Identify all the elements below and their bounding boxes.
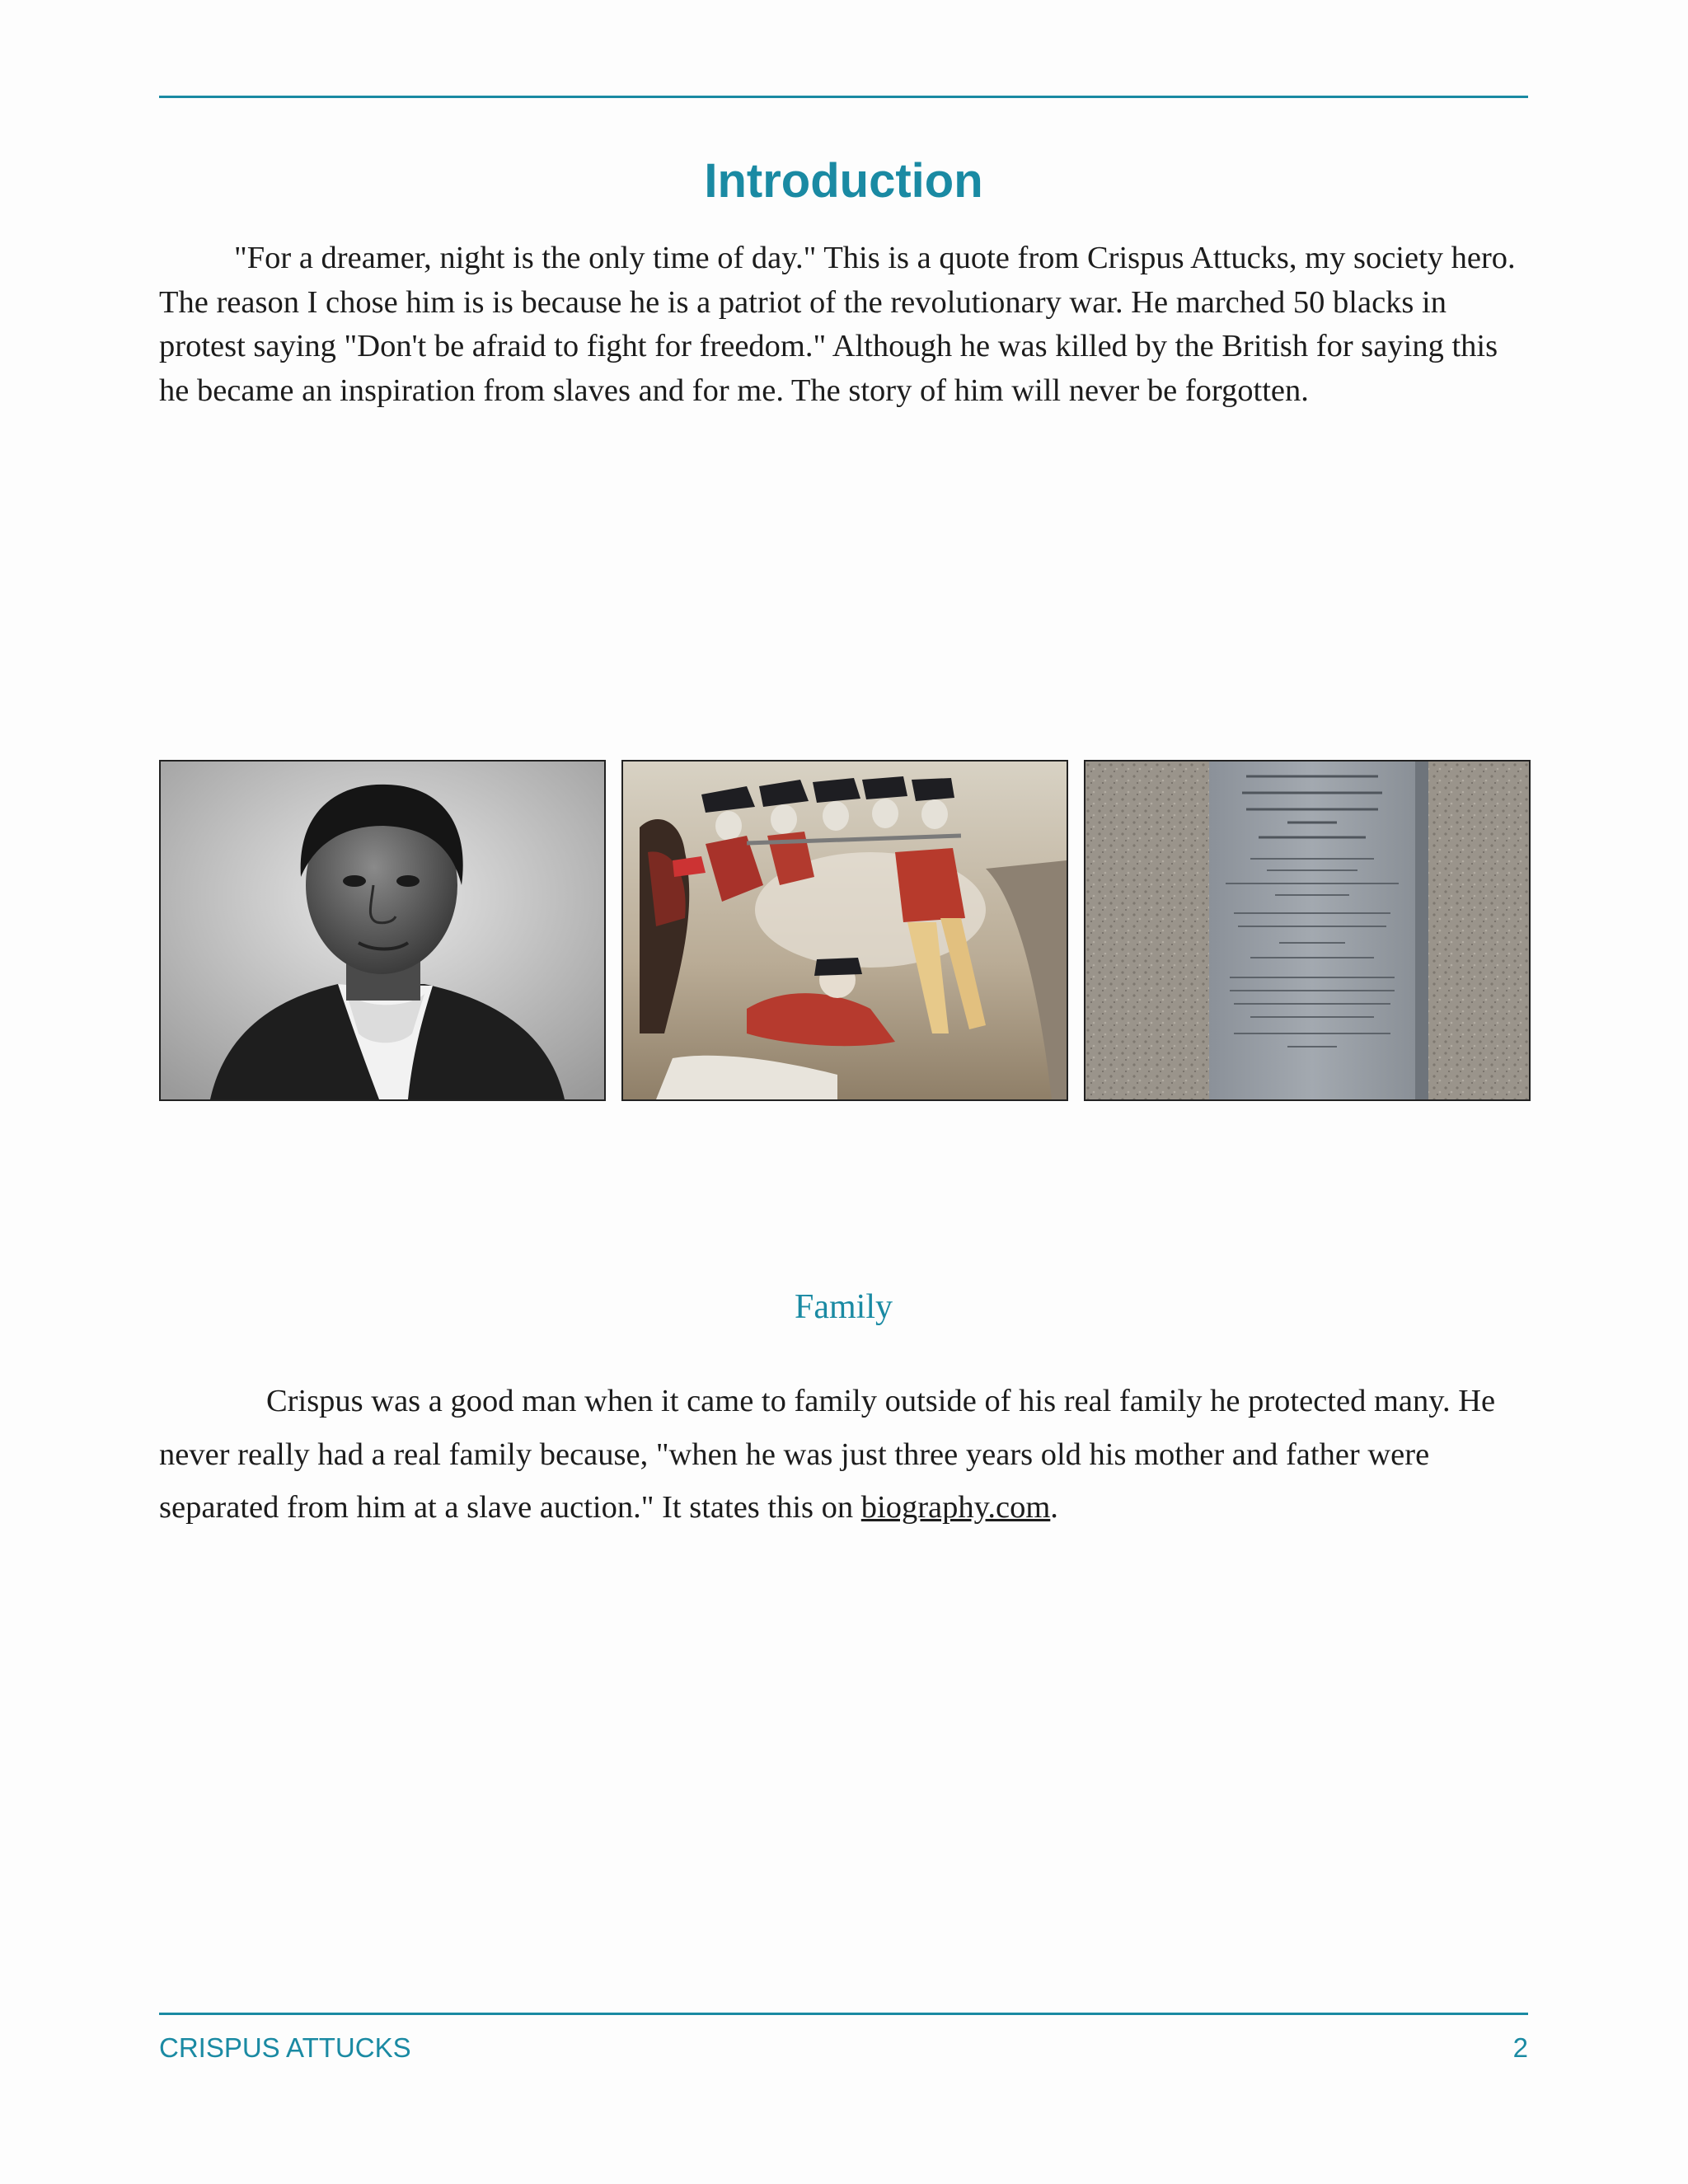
boston-massacre-painting[interactable] [621, 760, 1068, 1101]
painting-image [623, 762, 1067, 1099]
section-heading-family: Family [794, 1288, 893, 1326]
intro-paragraph: "For a dreamer, night is the only time of day." This is a quote from Crispus Attucks, my society hero. The reason I chose him is is because he is a patriot of the revolutionary war. He marched 50 blacks in protest saying "Don't be afraid to fight for freedom." Although he was killed by the British for saying this he became an inspiration from slaves and for me. The story of him will never be forgotten. [159, 241, 1516, 408]
footer-rule [159, 2013, 1528, 2015]
gravestone-image [1085, 762, 1529, 1099]
family-paragraph [159, 1375, 1528, 1535]
family-paragraph-end: . [1050, 1490, 1058, 1525]
footer-title: CRISPUS ATTUCKS [159, 2032, 411, 2063]
photo-gallery [159, 760, 1531, 1101]
header-rule [159, 96, 1528, 98]
family-paragraph-text: Crispus was a good man when it came to family outside of his real family he protected many. He never really had a real family because, "when he was just three years old his mother and father were separated from him at a slave auction." It states this on [159, 1384, 1496, 1525]
portrait-image [161, 762, 604, 1099]
biography-link[interactable]: biography.com [860, 1490, 1051, 1525]
page-number: 2 [1512, 2032, 1528, 2063]
gravestone-photo[interactable] [1084, 760, 1531, 1101]
portrait-photo[interactable] [159, 760, 606, 1101]
page-heading: Introduction [704, 154, 983, 208]
